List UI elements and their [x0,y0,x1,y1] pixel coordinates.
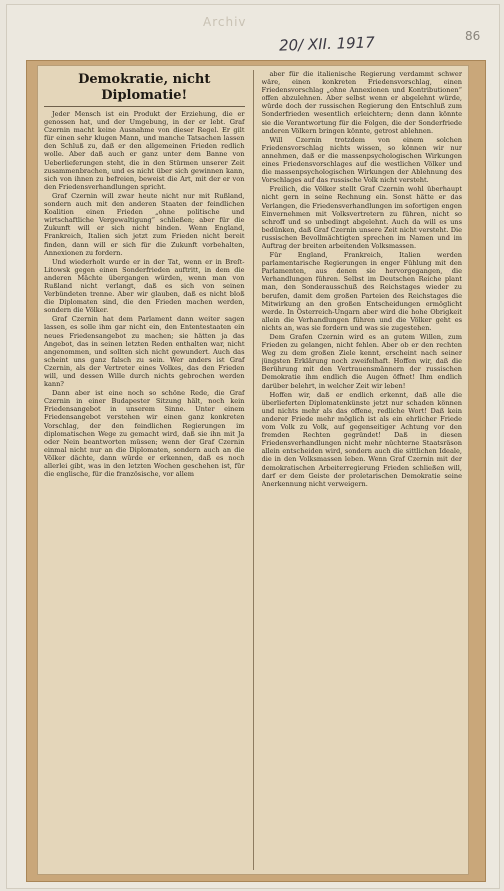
article-headline: Demokratie, nicht Diplomatie! [44,72,245,107]
paragraph: Dann aber ist eine noch so schöne Rede, die Graf Czernin in einer Budapester Sitzung hält, noch kein Friedensangebot in unserem Sinne. Unter einem Friedensangebot verstehen wir einen ganz konkreten Vorschlag, der den feindlichen Regierungen im diplomatischen Wege zu gemacht wird, daß sie ihn mit Ja oder Nein beantworten müssen; wenn der Graf Czernin einmal nicht nur an die Diplomaten, sondern auch an die Völker dächte, dann würde er erkennen, daß es noch allerlei gibt, was in den letzten Wochen geschehen ist, für die englische, für die französische, vor allem [44,389,245,479]
paragraph: Für England, Frankreich, Italien werden parlamentarische Regierungen in enger Fühlung mit den Parlamenten, aus denen sie hervorgegangen, die Verhandlungen führen. Selbst im Deutschen Reiche plant man, den Sonderausschuß des Reichstages wieder zu berufen, damit dem großen Parteien des Reichstages die Mitwirkung an den großen Entscheidungen ermöglicht werde. In Österreich-Ungarn aber wird die hohe Obrigkeit allein die Verhandlungen führen und die Völker geht es nichts an, was sie fordern und was sie zugestehen. [261,251,462,332]
paragraph: aber für die italienische Regierung verdammt schwer wäre, einen konkreten Friedensvorschlag, einen Friedensvorschlag „ohne Annexionen und Kontributionen“ offen abzulehnen. Aber selbst wenn er abgelehnt würde, würde doch der russischen Regierung den Entschluß zum Sonderfrieden wesentlich erleichtern; denn dann könnte sie die Verantwortung für die Folgen, die der Sonderfriede anderen Völkern bringen könnte, getrost ablehnen. [261,70,462,135]
column-divider [253,70,254,870]
paragraph: Graf Czernin will zwar heute nicht nur mit Rußland, sondern auch mit den anderen Staaten der feindlichen Koalition einen Frieden „ohne politische und wirtschaftliche Vergewaltigung“ schließen; aber für die Zukunft will er sich nicht binden. Wenn England, Frankreich, Italien sich jetzt zum Frieden nicht bereit finden, dann will er sich für die Zukunft vorbehalten, Annexionen zu fordern. [44,191,245,257]
handwritten-date: 20/ XII. 1917 [278,33,376,55]
paragraph: Hoffen wir, daß er endlich erkennt, daß alle die überlieferten Diplomatenkünste jetzt nur schaden können und nichts mehr als das offene, redliche Wort! Daß kein anderer Friede mehr möglich ist als ein ehrlicher Friede vom Volk zu Volk, auf gegenseitiger Achtung vor den fremden Rechten gegründet! Daß in diesen Friedensverhandlungen nicht mehr nüchterne Staatsräson allein entscheiden wird, sondern auch die sittlichen Ideale, die in den Volksmassen leben. Wenn Graf Czernin mit der demokratischen Arbeiterregierung Frieden schließen will, darf er dem Geiste der proletarischen Demokratie seine Anerkennung nicht verweigern. [261,390,462,488]
paragraph: Will Czernin trotzdem von einem solchen Friedensvorschlag nichts wissen, so können wir nur annehmen, daß er die massenpsychologischen Wirkungen eines Friedensvorschlages auf die westlichen Völker und die massenpsychologischen Wirkungen der Ablehnung des Vorschlages auf das russische Volk nicht versteht. [261,135,462,185]
paragraph: Und wiederholt wurde er in der Tat, wenn er in Breſt-Litowsk gegen einen Sonderfrieden auftritt, in dem die anderen Mächte übergangen würden, wenn man von Rußland nicht verlangt, daß es sich von seinen Verbündeten trenne. Aber wir glauben, daß es nicht bloß die Diplomaten sind, die den Frieden machen werden, sondern die Völker. [44,257,245,315]
paragraph: Jeder Mensch ist ein Produkt der Erziehung, die er genossen hat, und der Umgebung, in der er lebt. Graf Czernin macht keine Ausnahme von dieser Regel. Er gilt für einen sehr klugen Mann, und manche Tatsachen lassen den Schluß zu, daß er den allgemeinen Frieden redlich wolle. Aber daß auch er ganz unter dem Banne von Ueberlieferungen steht, die in den Stürmen unserer Zeit zusammenbrachen, und es nicht über sich gewinnen kann, sich von ihnen zu befreien, beweist die Art, mit der er von den Friedensverhandlungen spricht. [44,110,245,191]
paragraph: Freilich, die Völker stellt Graf Czernin wohl überhaupt nicht gern in seine Rechnung ein. Sonst hätte er das Verlangen, die Friedensverhandlungen im sofortigen engen Einvernehmen mit Volksvertretern zu führen, nicht so schroff und so unbedingt abgelehnt. Auch da will es uns bedünken, daß Graf Czernin unsere Zeit nicht versteht. Die russischen Bevollmächtigten sprechen im Namen und im Auftrag der breiten arbeitenden Volksmassen. [261,185,462,250]
article-column-right [262,70,463,870]
article-column-left [44,70,245,870]
paragraph: Dem Grafen Czernin wird es an gutem Willen, zum Frieden zu gelangen, nicht fehlen. Aber ob er den rechten Weg zu dem großen Ziele kennt, erscheint nach seiner jüngsten Erklärung noch zweifelhaft. Hoffen wir, daß die Berührung mit den Vertrauensmännern der russischen Demokratie ihm endlich die Augen öffnet! Ihm endlich darüber belehrt, in welcher Zeit wir leben! [261,333,462,390]
newspaper-clipping [38,66,468,874]
paragraph: Graf Czernin hat dem Parlament dann weiter sagen lassen, es solle ihm gar nicht ein, den Ententestaaten ein neues Friedensangebot zu machen; sie hätten ja das Angebot, das in seinen letzten Reden enthalten war, nicht angenommen, und sollten sich nicht gewundert. Auch das scheint uns ganz falsch zu sein. Wer anders ist Graf Czernin, als der Vertreter eines Volkes, das den Frieden will, und dessen Wille durch nichts gebrochen werden kann? [44,315,245,389]
archive-stamp: Archiv [203,15,247,29]
page-number: 86 [465,29,481,43]
article-columns [44,70,462,870]
